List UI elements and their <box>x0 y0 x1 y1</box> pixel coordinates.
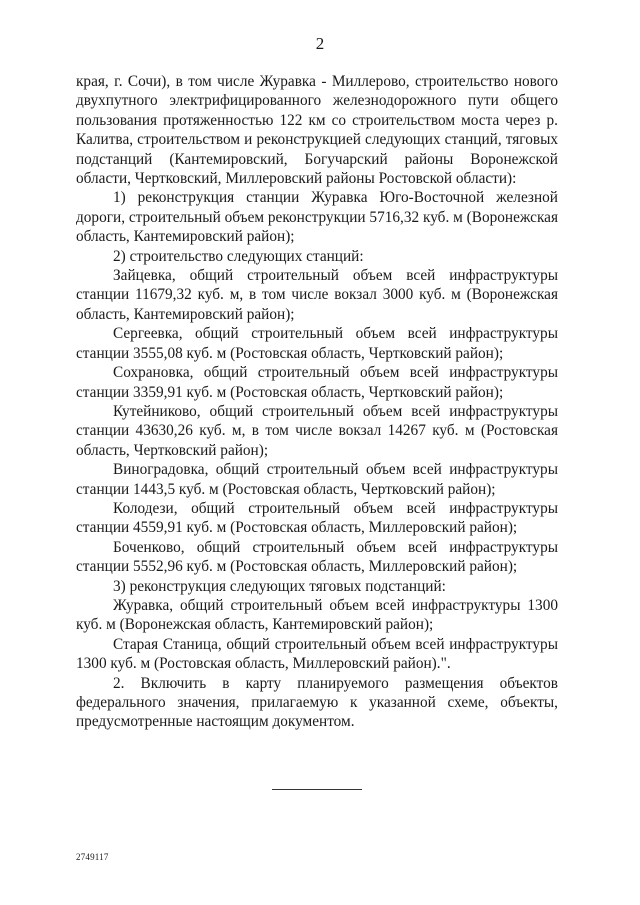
paragraph-clause-2: 2. Включить в карту планируемого размещения объектов федерального значения, прилагаемую к указанной схеме, объекты, предусмотренные настоящим документом. <box>76 674 558 731</box>
paragraph-substation-staraya-stanitsa: Старая Станица, общий строительный объем всей инфраструктуры 1300 куб. м (Ростовская область, Миллеровский район).". <box>76 635 558 673</box>
document-body <box>76 72 558 732</box>
paragraph-intro: края, г. Сочи), в том числе Журавка - Миллерово, строительство нового двухпутного электрифицированного железнодорожного пути общего пользования протяженностью 122 км со строительством моста через р. Калитва, строительством и реконструкцией следующих станций, тяговых подстанций (Кантемировский, Богучарский районы Воронежской области, Чертковский, Миллеровский районы Ростовской области): <box>76 73 558 188</box>
document-code: 2749117 <box>76 852 109 862</box>
paragraph-station-zaytsevka: Зайцевка, общий строительный объем всей инфраструктуры станции 11679,32 куб. м, в том числе вокзал 3000 куб. м (Воронежская область, Кантемировский район); <box>76 267 558 323</box>
paragraph-station-sokhranovka: Сохрановка, общий строительный объем всей инфраструктуры станции 3359,91 куб. м (Ростовская область, Чертковский район); <box>76 364 558 401</box>
page-number: 2 <box>315 34 325 53</box>
paragraph-item-2: 2) строительство следующих станций: <box>113 247 364 265</box>
paragraph-station-kuteynikovo: Кутейниково, общий строительный объем всей инфраструктуры станции 43630,26 куб. м, в том числе вокзал 14267 куб. м (Ростовская область, Чертковский район); <box>76 402 558 459</box>
end-divider <box>272 789 362 790</box>
paragraph-substation-zhuravka: Журавка, общий строительный объем всей инфраструктуры 1300 куб. м (Воронежская область, Кантемировский район); <box>76 596 558 634</box>
paragraph-item-3: 3) реконструкция следующих тяговых подстанций: <box>113 577 446 595</box>
paragraph-item-1: 1) реконструкция станции Журавка Юго-Восточной железной дороги, строительный объем реконструкции 5716,32 куб. м (Воронежская область, Кантемировский район); <box>76 189 558 246</box>
paragraph-station-kolodezi: Колодези, общий строительный объем всей инфраструктуры станции 4559,91 куб. м (Ростовская область, Миллеровский район); <box>76 499 558 537</box>
paragraph-station-sergeevka: Сергеевка, общий строительный объем всей инфраструктуры станции 3555,08 куб. м (Ростовская область, Чертковский район); <box>76 325 558 362</box>
paragraph-station-bochenkovo: Боченково, общий строительный объем всей инфраструктуры станции 5552,96 куб. м (Ростовская область, Миллеровский район); <box>76 538 558 576</box>
paragraph-station-vinogradovka: Виноградовка, общий строительный объем всей инфраструктуры станции 1443,5 куб. м (Ростовская область, Чертковский район); <box>76 461 558 498</box>
